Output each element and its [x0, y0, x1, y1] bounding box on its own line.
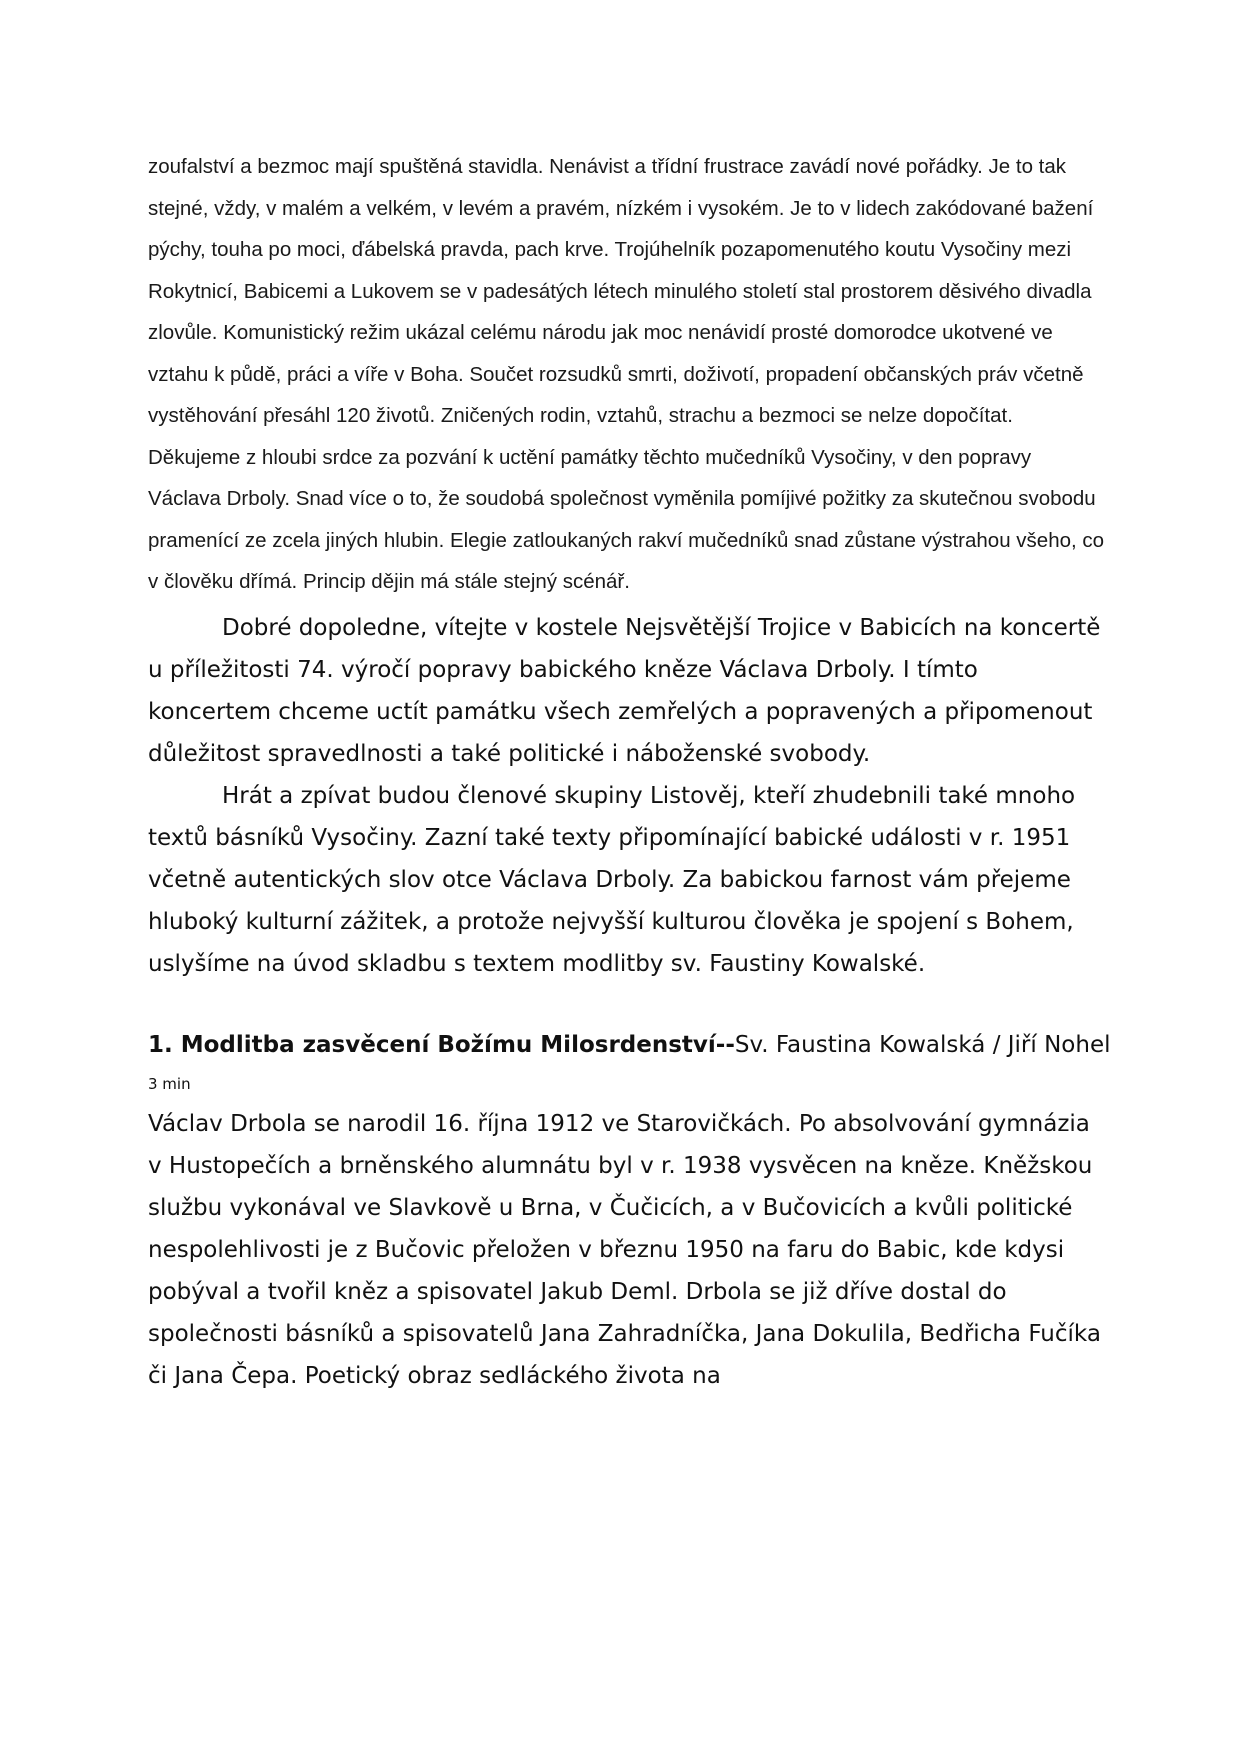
welcome-section: [148, 607, 1108, 985]
intro-paragraph: zoufalství a bezmoc mají spuštěná stavidla. Nenávist a třídní frustrace zavádí nové pořádky. Je to tak stejné, vždy, v malém a velkém, v levém a pravém, nízkém i vysokém. Je to v lidech zakódované bažení pýchy, touha po moci, ďábelská pravda, pach krve. Trojúhelník pozapomenutého koutu Vysočiny mezi Rokytnicí, Babicemi a Lukovem se v padesátých létech minulého století stal prostorem děsivého divadla zlovůle. Komunistický režim ukázal celému národu jak moc nenávidí prosté domorodce ukotvené ve vztahu k půdě, práci a víře v Boha. Součet rozsudků smrti, doživotí, propadení občanských práv včetně vystěhování přesáhl 120 životů. Zničených rodin, vztahů, strachu a bezmoci se nelze dopočítat.: [148, 155, 1094, 427]
program-item-authors: Sv. Faustina Kowalská / Jiří Nohel: [734, 1031, 1111, 1058]
welcome-paragraph: Dobré dopoledne, vítejte v kostele Nejsvětější Trojice v Babicích na koncertě u příležitosti 74. výročí popravy babického kněze Václava Drboly. I tímto koncertem chceme uctít památku všech zemřelých a popravených a připomenout důležitost spravedlnosti a také politické i náboženské svobody.: [148, 614, 1101, 767]
intro-section: [148, 146, 1108, 603]
welcome-paragraph: Hrát a zpívat budou členové skupiny Listověj, kteří zhudebnili také mnoho textů básníků Vysočiny. Zazní také texty připomínající babické události v r. 1951 včetně autentických slov otce Václava Drboly. Za babickou farnost vám přejeme hluboký kulturní zážitek, a protože nejvyšší kulturou člověka je spojení s Bohem, uslyšíme na úvod skladbu s textem modlitby sv. Faustiny Kowalské.: [148, 782, 1076, 977]
biography-section: [148, 1103, 1108, 1397]
program-item-title: 1. Modlitba zasvěcení Božímu Milosrdenství--: [148, 1031, 735, 1058]
document-page: [148, 146, 1111, 1397]
program-item-duration: 3 min: [148, 1074, 191, 1093]
program-item: [148, 1025, 1111, 1103]
intro-paragraph: Děkujeme z hloubi srdce za pozvání k uctění památky těchto mučedníků Vysočiny, v den popravy Václava Drboly. Snad více o to, že soudobá společnost vyměnila pomíjivé požitky za skutečnou svobodu pramenící ze zcela jiných hlubin. Elegie zatloukaných rakví mučedníků snad zůstane výstrahou všeho, co v člověku dřímá. Princip dějin má stále stejný scénář.: [148, 445, 1105, 593]
spacer: [148, 985, 1108, 1025]
biography-paragraph: Václav Drbola se narodil 16. října 1912 ve Starovičkách. Po absolvování gymnázia v Hustopečích a brněnského alumnátu byl v r. 1938 vysvěcen na kněze. Kněžskou službu vykonával ve Slavkově u Brna, v Čučicích, a v Bučovicích a kvůli politické nespolehlivosti je z Bučovic přeložen v březnu 1950 na faru do Babic, kde kdysi pobýval a tvořil kněz a spisovatel Jakub Deml. Drbola se již dříve dostal do společnosti básníků a spisovatelů Jana Zahradníčka, Jana Dokulila, Bedřicha Fučíka či Jana Čepa. Poetický obraz sedláckého života na: [148, 1110, 1101, 1389]
program-item-heading: [148, 1025, 1111, 1065]
